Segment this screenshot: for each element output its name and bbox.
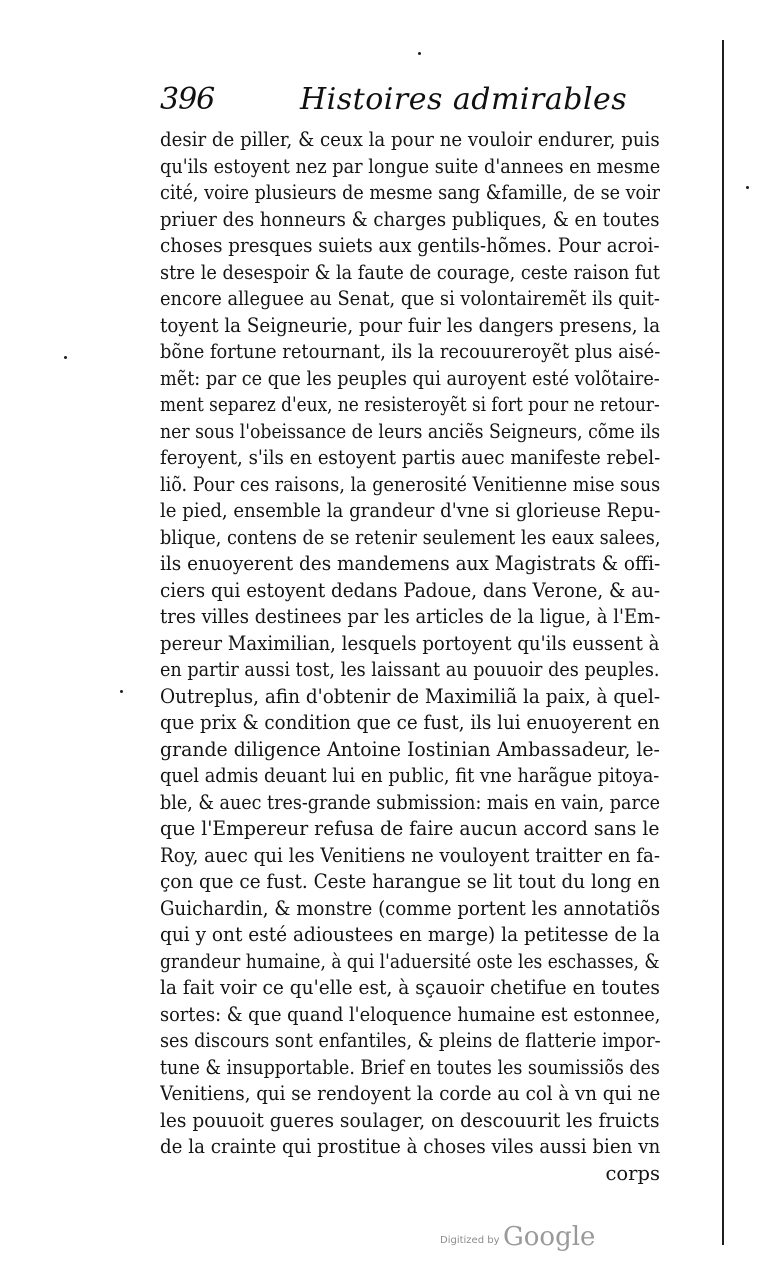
text-line: grandeur humaine, à qui l'aduersité oste les eschasses, & bbox=[160, 949, 660, 973]
scan-speck bbox=[64, 356, 67, 359]
text-line: ment separez d'eux, ne resisteroyẽt si fort pour ne retour- bbox=[160, 393, 660, 416]
text-line: tune & insupportable. Brief en toutes les soumissiõs des bbox=[160, 1055, 660, 1079]
text-line: priuer des honneurs & charges publiques, & en toutes bbox=[160, 207, 660, 231]
text-line: encore alleguee au Senat, que si volontairemẽt ils quit- bbox=[160, 287, 660, 310]
text-line: toyent la Seigneurie, pour fuir les dangers presens, la bbox=[160, 313, 660, 337]
text-line: tres villes destinees par les articles de la ligue, à l'Em- bbox=[160, 605, 661, 628]
text-line: çon que ce fust. Ceste harangue se lit tout du long en bbox=[160, 870, 660, 893]
text-line: les pouuoit gueres soulager, on descouurit les fruicts bbox=[160, 1108, 660, 1132]
text-line: Guichardin, & monstre (comme portent les annotatiõs bbox=[160, 896, 661, 920]
text-line: grande diligence Antoine Iostinian Ambassadeur, le- bbox=[160, 737, 660, 761]
digitized-by-google-watermark bbox=[440, 1222, 620, 1258]
text-line: ble, & auec tres-grande submission: mais en vain, parce bbox=[160, 790, 660, 814]
text-line: liõ. Pour ces raisons, la generosité Venitienne mise sous bbox=[160, 472, 661, 496]
scan-edge-line bbox=[722, 40, 724, 1245]
text-line: qui y ont esté adioustees en marge) la petitesse de la bbox=[160, 923, 660, 946]
text-line: choses presques suiets aux gentils-hõmes. Pour acroi- bbox=[160, 234, 660, 257]
text-line: qu'ils estoyent nez par longue suite d'annees en mesme bbox=[160, 154, 660, 178]
text-line: de la crainte qui prostitue à choses viles aussi bien vn bbox=[160, 1135, 661, 1158]
text-line: cité, voire plusieurs de mesme sang &famille, de se voir bbox=[160, 181, 661, 204]
google-logo: Google bbox=[503, 1222, 596, 1252]
catchword: corps bbox=[605, 1161, 660, 1185]
text-line: ner sous l'obeissance de leurs anciẽs Seigneurs, cõme ils bbox=[160, 419, 661, 443]
text-line: Outreplus, afin d'obtenir de Maximiliã la paix, à quel- bbox=[160, 684, 660, 708]
text-line: Roy, auec qui les Venitiens ne vouloyent traitter en fa- bbox=[160, 843, 661, 867]
text-line: que prix & condition que ce fust, ils lui enuoyerent en bbox=[160, 711, 660, 734]
scan-speck bbox=[418, 52, 421, 55]
text-line: ciers qui estoyent dedans Padoue, dans Verone, & au- bbox=[160, 578, 661, 602]
text-line: feroyent, s'ils en estoyent partis auec manifeste rebel- bbox=[160, 446, 660, 469]
scan-speck bbox=[746, 186, 749, 189]
text-line: que l'Empereur refusa de faire aucun accord sans le bbox=[160, 817, 660, 840]
text-line: quel admis deuant lui en public, fit vne harãgue pitoya- bbox=[160, 764, 660, 787]
text-line: le pied, ensemble la grandeur d'vne si glorieuse Repu- bbox=[160, 499, 661, 522]
text-line: ses discours sont enfantiles, & pleins de flatterie impor- bbox=[160, 1029, 661, 1052]
text-line: blique, contens de se retenir seulement les eaux salees, bbox=[160, 525, 661, 549]
text-line: stre le desespoir & la faute de courage, ceste raison fut bbox=[160, 260, 660, 284]
text-line: Venitiens, qui se rendoyent la corde au col à vn qui ne bbox=[160, 1082, 661, 1105]
text-line: pereur Maximilian, lesquels portoyent qu'ils eussent à bbox=[160, 631, 660, 655]
text-line: sortes: & que quand l'eloquence humaine est estonnee, bbox=[160, 1002, 661, 1026]
page-number: 396 bbox=[160, 82, 215, 117]
text-line: mẽt: par ce que les peuples qui auroyent esté volõtaire- bbox=[160, 366, 660, 390]
scan-speck bbox=[120, 690, 123, 693]
running-title: Histoires admirables bbox=[300, 82, 628, 117]
body-text bbox=[160, 127, 660, 1187]
text-line: en partir aussi tost, les laissant au pouuoir des peuples. bbox=[160, 658, 660, 681]
text-line: ils enuoyerent des mandemens aux Magistrats & offi- bbox=[160, 552, 660, 575]
text-line: desir de piller, & ceux la pour ne vouloir endurer, puis bbox=[160, 128, 660, 151]
digitized-by-label: Digitized by bbox=[440, 1235, 500, 1246]
text-line: bõne fortune retournant, ils la recouureroyẽt plus aisé- bbox=[160, 340, 661, 363]
text-line: la fait voir ce qu'elle est, à sçauoir chetifue en toutes bbox=[160, 976, 660, 999]
page-header bbox=[160, 82, 660, 126]
